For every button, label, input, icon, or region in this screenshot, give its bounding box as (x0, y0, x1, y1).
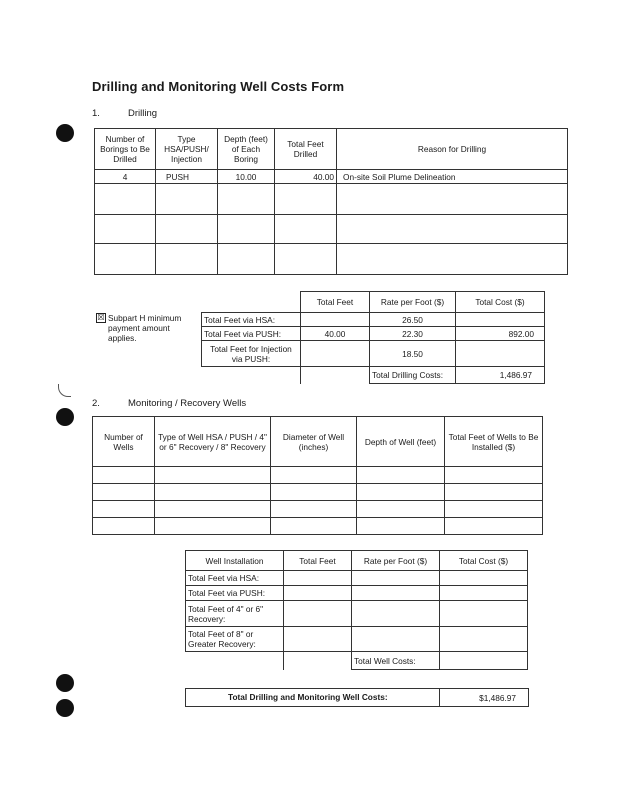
cell-empty[interactable] (156, 184, 218, 215)
cell-empty[interactable] (284, 627, 352, 652)
cell-empty[interactable] (156, 244, 218, 275)
cell-empty[interactable] (218, 244, 275, 275)
cell-empty[interactable] (352, 601, 440, 627)
header-reason: Reason for Drilling (337, 129, 568, 170)
subpart-h-checkbox[interactable]: ☒ (97, 313, 105, 322)
cell-empty[interactable] (445, 518, 543, 535)
cell-empty (202, 367, 301, 384)
cell-empty[interactable] (357, 484, 445, 501)
header-rate: Rate per Foot ($) (370, 292, 456, 313)
input-injection-cost[interactable] (456, 341, 545, 367)
value-total-well-costs[interactable] (440, 652, 528, 670)
subpart-h-note: Subpart H minimum payment amount applies. (108, 313, 182, 343)
label-well-hsa: Total Feet via HSA: (186, 571, 284, 586)
table-row (93, 484, 543, 501)
cell-empty-corner (202, 292, 301, 313)
label-injection-feet: Total Feet for Injection via PUSH: (202, 341, 301, 367)
punch-hole-middle (56, 408, 74, 426)
grand-total-label: Total Drilling and Monitoring Well Costs: (228, 692, 388, 702)
cell-empty[interactable] (275, 244, 337, 275)
cell-borings[interactable]: 4 (95, 170, 156, 184)
header-depth-of-well: Depth of Well (feet) (357, 417, 445, 467)
header-type: Type HSA/PUSH/ Injection (156, 129, 218, 170)
header-depth: Depth (feet) of Each Boring (218, 129, 275, 170)
table-row (186, 627, 528, 652)
table-row (186, 652, 528, 670)
section-heading-drilling: Drilling (128, 108, 158, 119)
cell-empty[interactable] (93, 518, 155, 535)
cell-empty[interactable] (155, 518, 271, 535)
cell-empty[interactable] (352, 586, 440, 601)
cell-empty[interactable] (155, 467, 271, 484)
table-row (202, 327, 545, 341)
header-well-installation: Well Installation (186, 551, 284, 571)
table-row (186, 601, 528, 627)
cell-empty[interactable] (445, 484, 543, 501)
header-borings: Number of Borings to Be Drilled (95, 129, 156, 170)
value-push-cost[interactable]: 892.00 (456, 327, 545, 341)
cell-empty[interactable] (275, 215, 337, 244)
grand-total-divider (439, 689, 440, 706)
header-diameter: Diameter of Well (inches) (271, 417, 357, 467)
cell-empty[interactable] (275, 184, 337, 215)
header-well-total-feet: Total Feet (284, 551, 352, 571)
header-well-rate: Rate per Foot ($) (352, 551, 440, 571)
value-push-feet[interactable]: 40.00 (301, 327, 370, 341)
cell-empty[interactable] (218, 184, 275, 215)
page-title: Drilling and Monitoring Well Costs Form (92, 79, 345, 94)
value-push-rate: 22.30 (370, 327, 456, 341)
cell-empty[interactable] (440, 601, 528, 627)
grand-total-value: $1,486.97 (479, 693, 516, 703)
cell-empty[interactable] (218, 215, 275, 244)
label-push-feet: Total Feet via PUSH: (202, 327, 301, 341)
table-row (93, 518, 543, 535)
table-row (93, 501, 543, 518)
cell-empty[interactable] (156, 215, 218, 244)
table-row (95, 244, 568, 275)
value-hsa-rate: 26.50 (370, 313, 456, 327)
cell-empty[interactable] (440, 571, 528, 586)
well-installation-table (185, 550, 528, 670)
table-row (95, 170, 568, 184)
cell-empty[interactable] (337, 215, 568, 244)
cell-empty[interactable] (284, 571, 352, 586)
cell-empty[interactable] (440, 627, 528, 652)
label-well-recovery-4-6: Total Feet of 4" or 6" Recovery: (186, 601, 284, 627)
cell-empty[interactable] (93, 501, 155, 518)
input-hsa-cost[interactable] (456, 313, 545, 327)
cell-empty[interactable] (284, 586, 352, 601)
value-injection-rate: 18.50 (370, 341, 456, 367)
section-number-drilling: 1. (92, 108, 100, 119)
header-well-total-cost: Total Cost ($) (440, 551, 528, 571)
cell-empty[interactable] (357, 518, 445, 535)
cell-empty[interactable] (357, 467, 445, 484)
cell-empty[interactable] (95, 244, 156, 275)
header-total-cost: Total Cost ($) (456, 292, 545, 313)
cell-empty[interactable] (155, 501, 271, 518)
drilling-cost-table (201, 291, 545, 384)
cell-empty[interactable] (93, 484, 155, 501)
cell-empty[interactable] (93, 467, 155, 484)
scan-mark (58, 384, 71, 397)
header-type-of-well: Type of Well HSA / PUSH / 4" or 6" Recovery / 8" Recovery (155, 417, 271, 467)
cell-empty[interactable] (271, 501, 357, 518)
table-row (202, 341, 545, 367)
punch-hole-top (56, 124, 74, 142)
table-row (186, 571, 528, 586)
section-heading-monitoring: Monitoring / Recovery Wells (128, 398, 247, 409)
cell-type[interactable]: PUSH (156, 170, 218, 184)
input-injection-feet[interactable] (301, 341, 370, 367)
grand-total-box (185, 688, 529, 707)
cell-empty (186, 652, 284, 670)
punch-hole-bottom-2 (56, 699, 74, 717)
table-row (202, 367, 545, 384)
table-row (95, 184, 568, 215)
cell-empty[interactable] (271, 467, 357, 484)
table-row (186, 586, 528, 601)
table-row (202, 313, 545, 327)
header-total-feet-drilled: Total Feet Drilled (275, 129, 337, 170)
cell-depth[interactable]: 10.00 (218, 170, 275, 184)
value-total-drilling-costs: 1,486.97 (456, 367, 545, 384)
header-total-feet-of-wells: Total Feet of Wells to Be Installed ($) (445, 417, 543, 467)
cell-empty[interactable] (271, 484, 357, 501)
cell-empty[interactable] (440, 586, 528, 601)
cell-empty (284, 652, 352, 670)
label-total-drilling-costs: Total Drilling Costs: (370, 367, 456, 384)
cell-empty[interactable] (445, 501, 543, 518)
cell-total-feet[interactable]: 40.00 (275, 170, 337, 184)
cell-empty[interactable] (352, 627, 440, 652)
label-well-push: Total Feet via PUSH: (186, 586, 284, 601)
cell-empty[interactable] (95, 215, 156, 244)
cell-empty[interactable] (271, 518, 357, 535)
cell-empty[interactable] (357, 501, 445, 518)
cell-empty[interactable] (337, 184, 568, 215)
header-total-feet: Total Feet (301, 292, 370, 313)
label-total-well-costs: Total Well Costs: (352, 652, 440, 670)
section-number-monitoring: 2. (92, 398, 100, 409)
drilling-table (94, 128, 568, 275)
cell-empty[interactable] (445, 467, 543, 484)
cell-empty (301, 367, 370, 384)
cell-empty[interactable] (337, 244, 568, 275)
cell-reason[interactable]: On-site Soil Plume Delineation (337, 170, 568, 184)
label-well-recovery-8: Total Feet of 8" or Greater Recovery: (186, 627, 284, 652)
table-row (95, 215, 568, 244)
cell-empty[interactable] (155, 484, 271, 501)
header-number-of-wells: Number of Wells (93, 417, 155, 467)
cell-empty[interactable] (95, 184, 156, 215)
cell-empty[interactable] (352, 571, 440, 586)
label-hsa-feet: Total Feet via HSA: (202, 313, 301, 327)
input-hsa-feet[interactable] (301, 313, 370, 327)
cell-empty[interactable] (284, 601, 352, 627)
monitoring-wells-table (92, 416, 543, 535)
table-row (93, 467, 543, 484)
punch-hole-bottom-1 (56, 674, 74, 692)
